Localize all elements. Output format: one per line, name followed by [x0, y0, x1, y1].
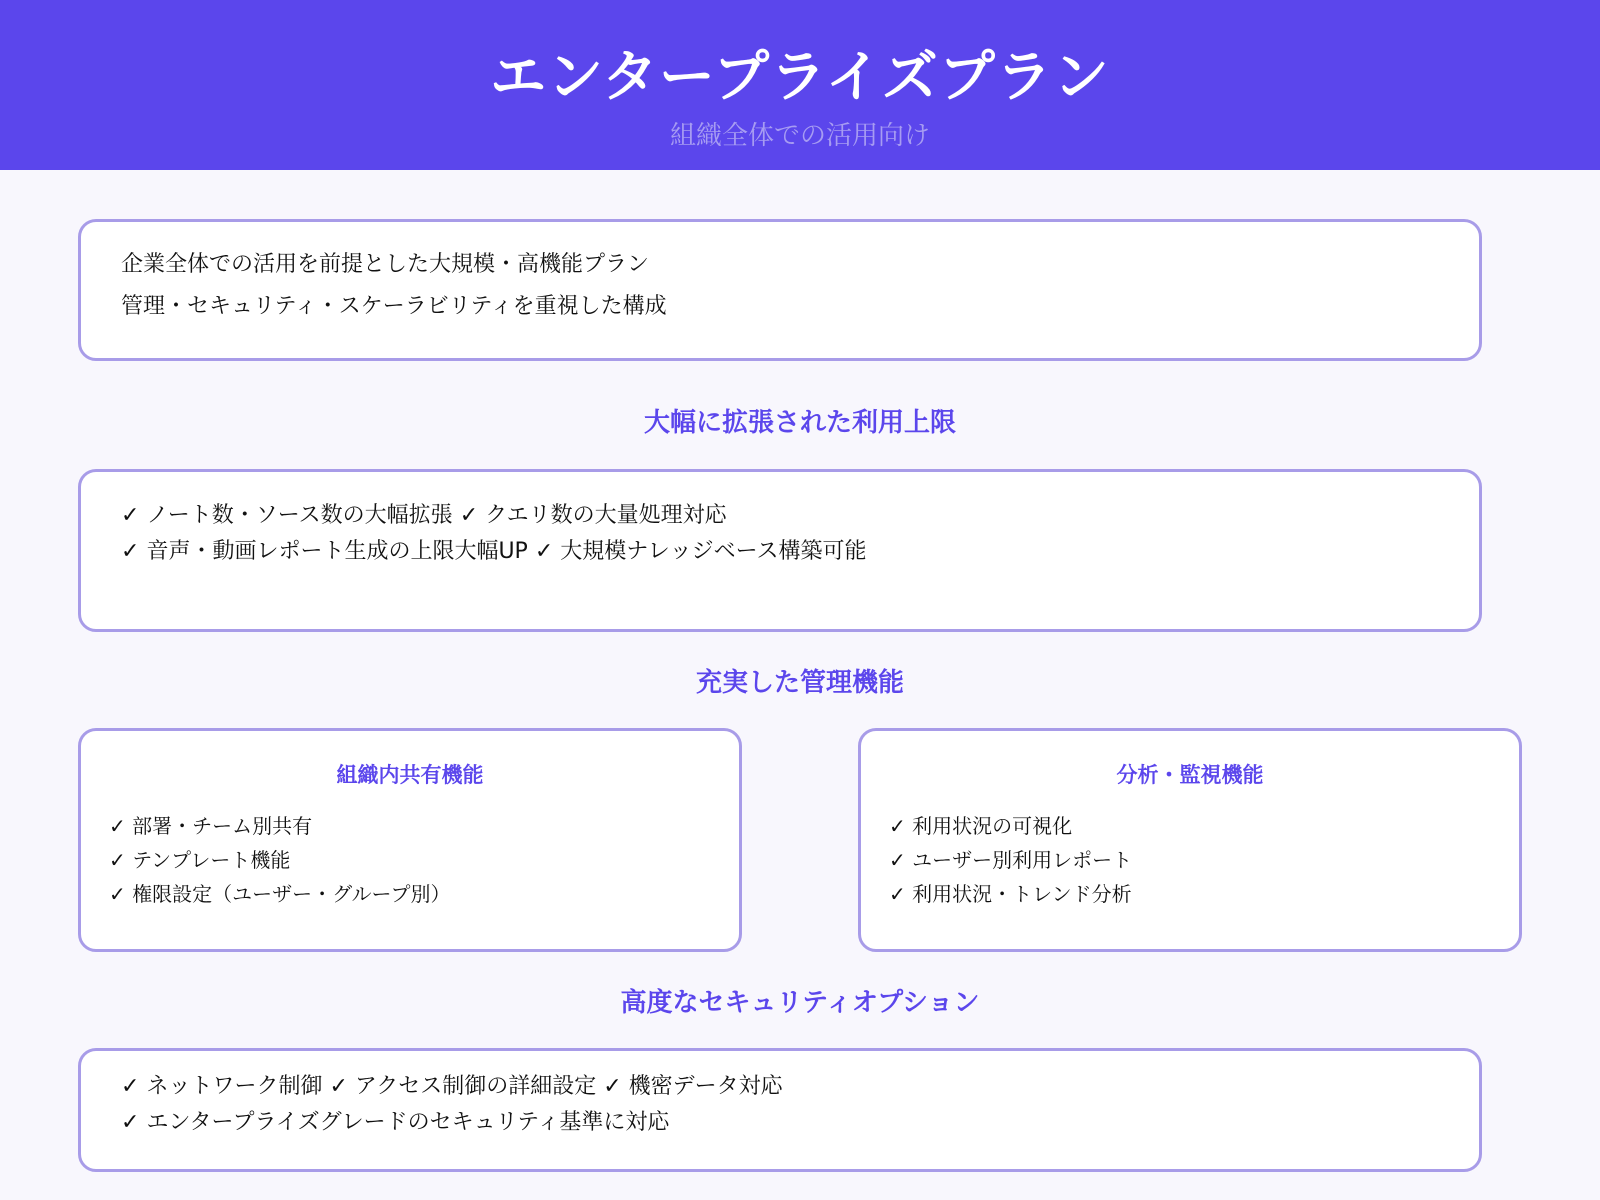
analytics-card — [858, 728, 1522, 952]
list-item — [109, 845, 290, 875]
security-item: エンタープライズグレードのセキュリティ基準に対応 — [146, 1110, 670, 1135]
list-item-label: 利用状況・トレンド分析 — [912, 882, 1132, 906]
page-title: エンタープライズプラン — [490, 45, 1110, 110]
list-item-label: テンプレート機能 — [132, 848, 291, 872]
limits-line — [121, 499, 727, 533]
check-icon: ✓ — [889, 848, 906, 872]
check-icon: ✓ — [121, 1110, 140, 1135]
limits-section-title: 大幅に拡張された利用上限 — [643, 408, 956, 438]
security-section-title: 高度なセキュリティオプション — [620, 988, 980, 1018]
check-icon: ✓ — [109, 882, 126, 906]
intro-line: 企業全体での活用を前提とした大規模・高機能プラン — [121, 252, 650, 277]
intro-card — [78, 219, 1482, 361]
check-icon: ✓ — [603, 1074, 622, 1099]
check-icon: ✓ — [329, 1074, 348, 1099]
list-item-label: 部署・チーム別共有 — [132, 814, 313, 838]
check-icon: ✓ — [889, 882, 906, 906]
security-item: 機密データ対応 — [628, 1074, 783, 1099]
list-item-label: 権限設定（ユーザー・グループ別） — [132, 882, 451, 906]
check-icon: ✓ — [534, 539, 554, 564]
limits-card — [78, 469, 1482, 632]
sharing-card-title: 組織内共有機能 — [336, 763, 484, 787]
security-item: ネットワーク制御 — [146, 1074, 323, 1099]
check-icon: ✓ — [889, 814, 906, 838]
check-icon: ✓ — [121, 539, 140, 564]
list-item — [889, 879, 1132, 909]
list-item — [889, 845, 1132, 875]
list-item — [889, 811, 1072, 841]
page-subtitle: 組織全体での活用向け — [669, 121, 930, 151]
list-item — [109, 879, 451, 909]
limits-line — [121, 535, 867, 569]
list-item-label: 利用状況の可視化 — [912, 814, 1073, 838]
check-icon: ✓ — [121, 503, 140, 528]
check-icon: ✓ — [109, 814, 126, 838]
limits-item: ノート数・ソース数の大幅拡張 — [146, 503, 453, 528]
management-section-title: 充実した管理機能 — [695, 668, 904, 698]
list-item-label: ユーザー別利用レポート — [912, 848, 1133, 872]
limits-item: クエリ数の大量処理対応 — [485, 503, 727, 528]
security-card — [78, 1048, 1482, 1172]
limits-item: 音声・動画レポート生成の上限大幅UP — [146, 539, 528, 564]
page-header — [0, 0, 1600, 170]
list-item — [109, 811, 312, 841]
security-line — [121, 1106, 669, 1140]
check-icon: ✓ — [121, 1074, 140, 1099]
analytics-card-title: 分析・監視機能 — [1116, 763, 1264, 787]
security-line — [121, 1070, 783, 1104]
check-icon: ✓ — [459, 503, 479, 528]
security-item: アクセス制御の詳細設定 — [354, 1074, 597, 1099]
sharing-card — [78, 728, 742, 952]
intro-line: 管理・セキュリティ・スケーラビリティを重視した構成 — [121, 294, 667, 319]
limits-item: 大規模ナレッジベース構築可能 — [560, 539, 867, 564]
check-icon: ✓ — [109, 848, 126, 872]
